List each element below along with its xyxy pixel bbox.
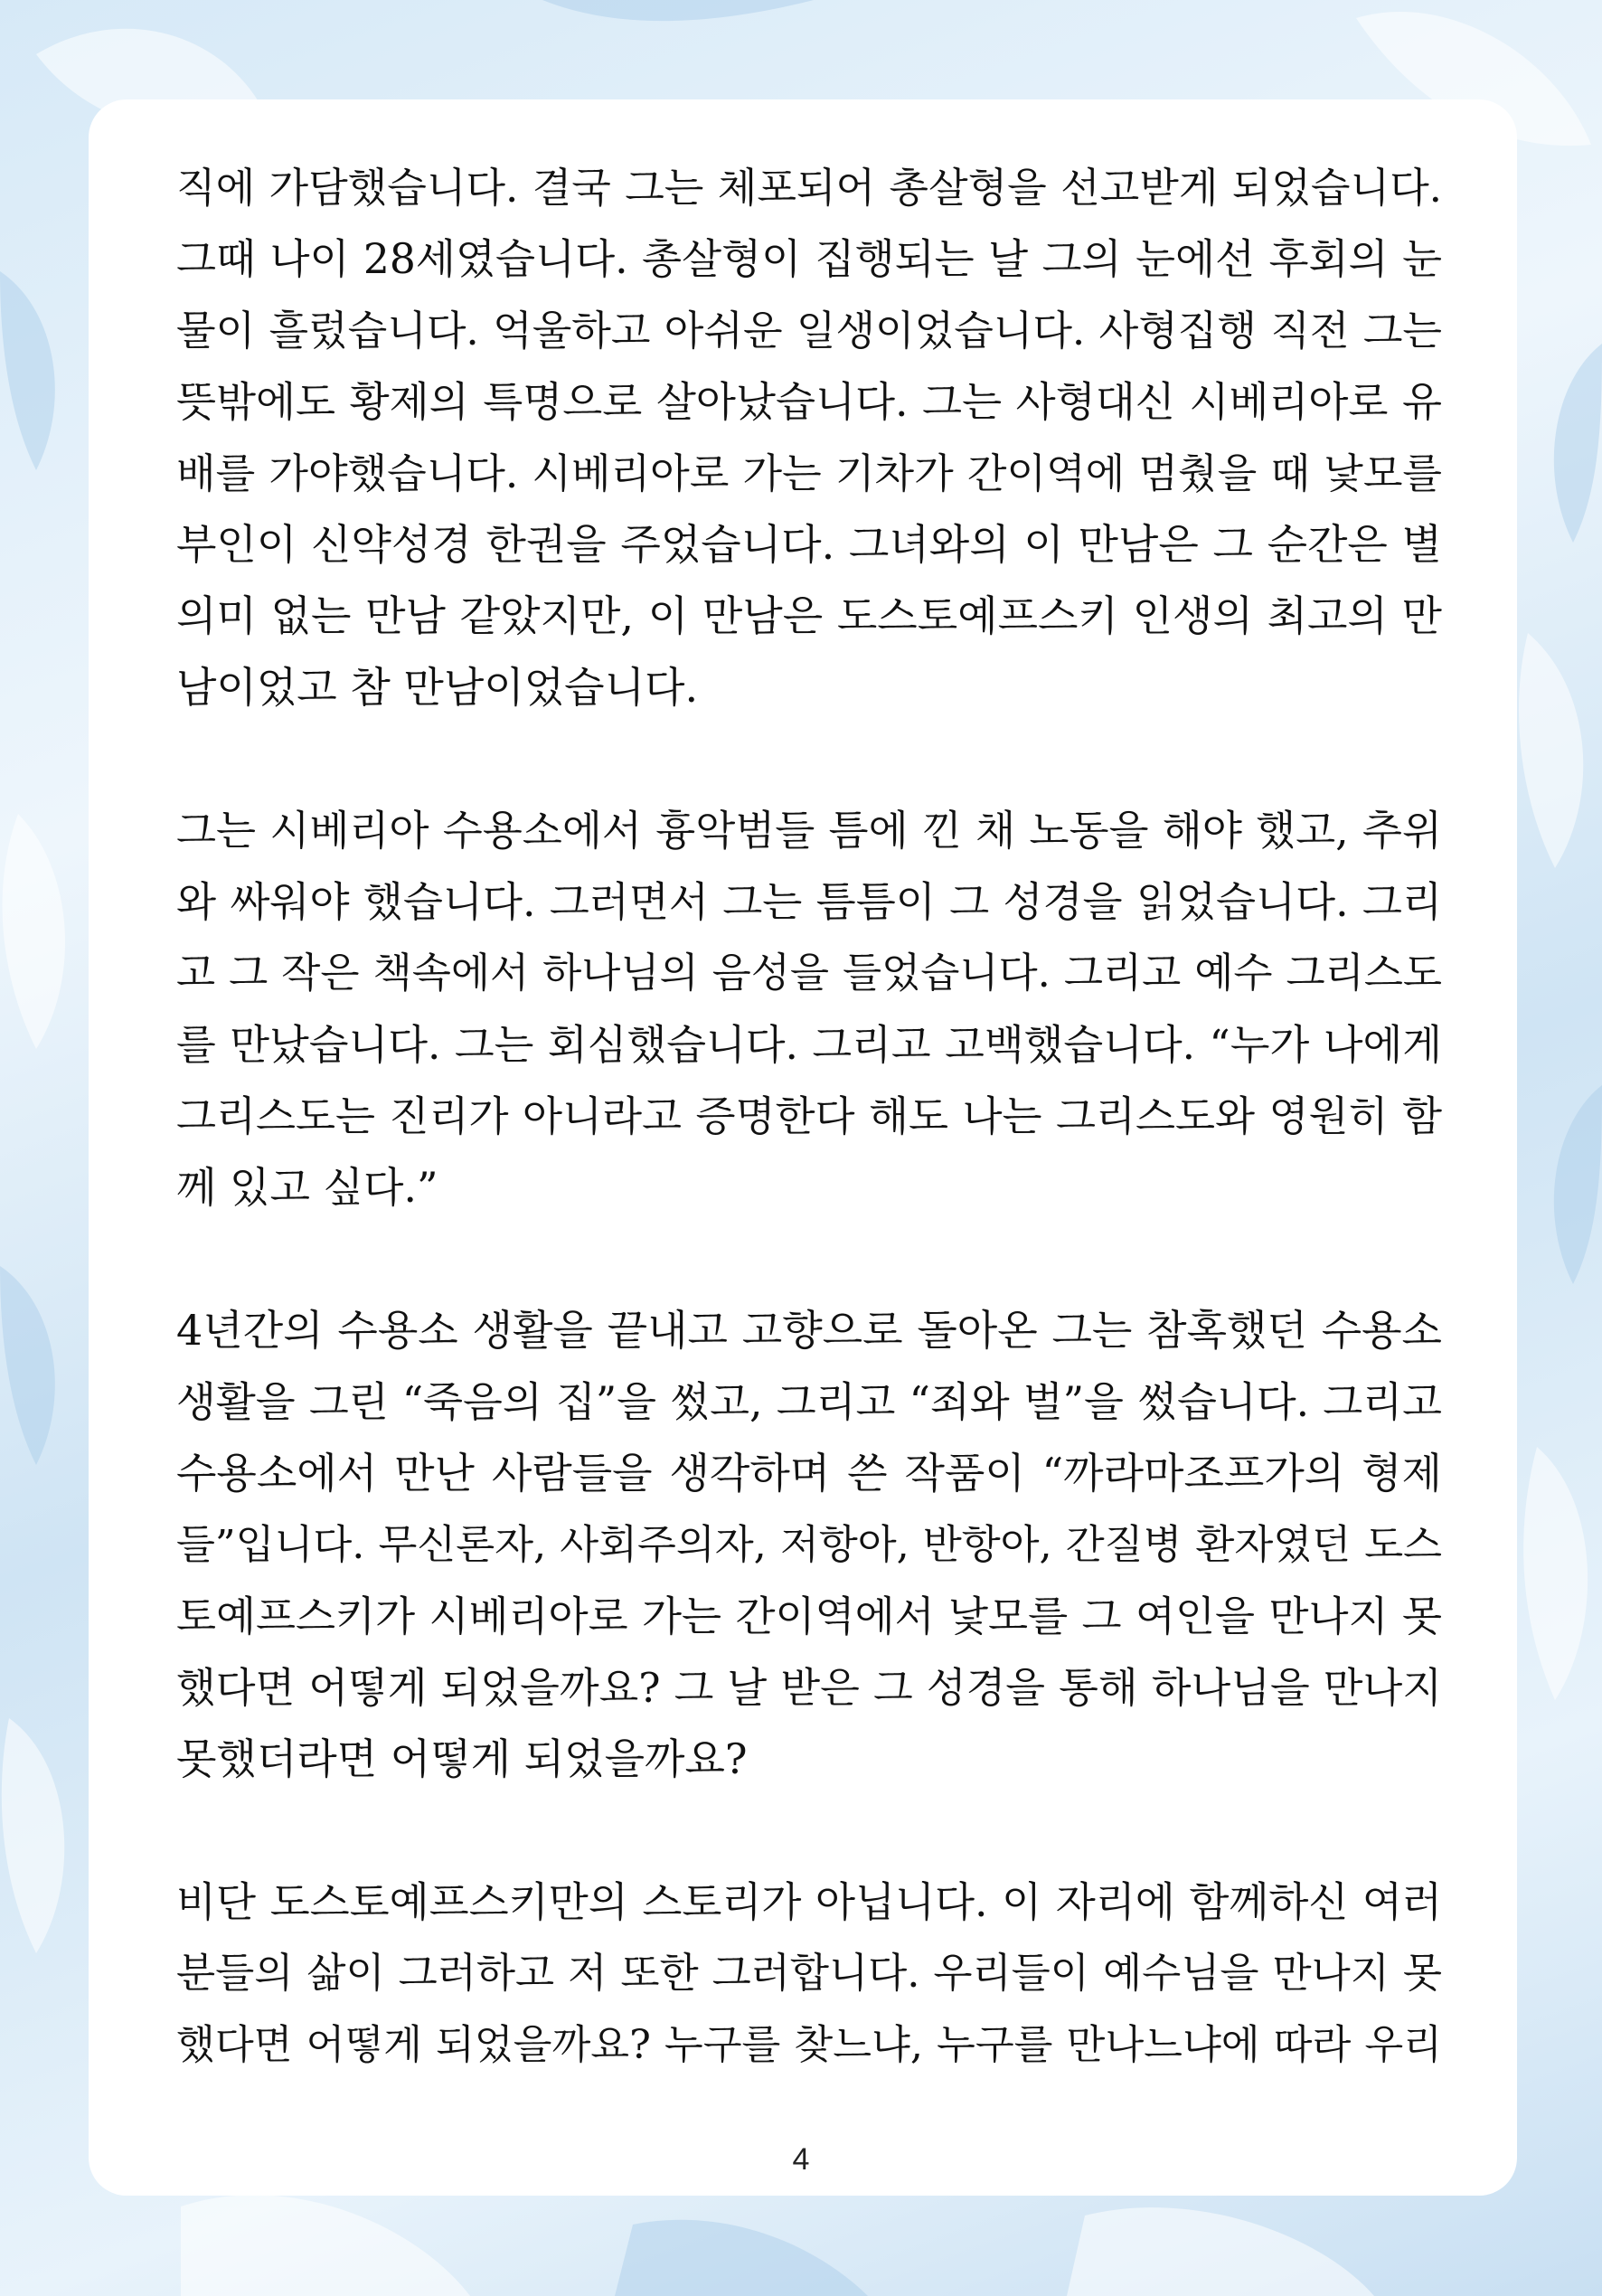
paragraph-1 [176, 152, 1442, 723]
text-line: 들”입니다. 무신론자, 사회주의자, 저항아, 반항아, 간질병 환자였던 도스 [176, 1522, 1442, 1568]
paragraph-3 [176, 1295, 1442, 1795]
text-line: 를 만났습니다. 그는 회심했습니다. 그리고 고백했습니다. “누가 나에게 [176, 1021, 1442, 1069]
text-line: 고 그 작은 책속에서 하나님의 음성을 들었습니다. 그리고 예수 그리스도 [176, 950, 1442, 997]
text-line: 직에 가담했습니다. 결국 그는 체포되어 총살형을 선고받게 되었습니다. [176, 164, 1442, 212]
paragraph-gap [176, 723, 1442, 795]
paragraph-2 [176, 795, 1442, 1224]
text-line: 남이었고 참 만남이었습니다. [176, 663, 699, 712]
text-line: 분들의 삶이 그러하고 저 또한 그러합니다. 우리들이 예수님을 만나지 못 [176, 1950, 1442, 1997]
text-line: 의미 없는 만남 같았지만, 이 만남은 도스토예프스키 인생의 최고의 만 [176, 591, 1442, 640]
text-line: 께 있고 싶다.” [176, 1163, 438, 1212]
page-number: 4 [792, 2142, 810, 2177]
paragraph-gap [176, 1795, 1442, 1866]
text-line: 그리스도는 진리가 아니라고 증명한다 해도 나는 그리스도와 영원히 함 [176, 1092, 1442, 1140]
paragraph-gap [176, 1224, 1442, 1295]
text-line: 그때 나이 28세였습니다. 총살형이 집행되는 날 그의 눈에선 후회의 눈 [176, 235, 1442, 283]
paragraph-4 [176, 1866, 1442, 2081]
text-line: 생활을 그린 “죽음의 집”을 썼고, 그리고 “죄와 벌”을 썼습니다. 그리고 [176, 1378, 1442, 1426]
text-line: 못했더라면 어떻게 되었을까요? [176, 1734, 748, 1783]
text-line: 수용소에서 만난 사람들을 생각하며 쓴 작품이 “까라마조프가의 형제 [176, 1449, 1442, 1498]
text-line: 토예프스키가 시베리아로 가는 간이역에서 낯모를 그 여인을 만나지 못 [176, 1592, 1442, 1640]
text-line: 했다면 어떻게 되었을까요? 그 날 받은 그 성경을 통해 하나님을 만나지 [176, 1664, 1442, 1712]
text-line: 비단 도스토예프스키만의 스토리가 아닙니다. 이 자리에 함께하신 여러 [176, 1878, 1442, 1926]
text-line: 배를 가야했습니다. 시베리아로 가는 기차가 간이역에 멈췄을 때 낯모를 [176, 449, 1442, 497]
body-text [176, 152, 1442, 2081]
text-line: 했다면 어떻게 되었을까요? 누구를 찾느냐, 누구를 만나느냐에 따라 우리 [176, 2022, 1442, 2068]
text-line: 와 싸워야 했습니다. 그러면서 그는 틈틈이 그 성경을 읽었습니다. 그리 [176, 878, 1442, 926]
text-line: 4년간의 수용소 생활을 끝내고 고향으로 돌아온 그는 참혹했던 수용소 [176, 1306, 1442, 1355]
text-line: 그는 시베리아 수용소에서 흉악범들 틈에 낀 채 노동을 해야 했고, 추위 [176, 807, 1442, 855]
text-line: 부인이 신약성경 한권을 주었습니다. 그녀와의 이 만남은 그 순간은 별 [176, 520, 1442, 569]
text-line: 물이 흘렀습니다. 억울하고 아쉬운 일생이었습니다. 사형집행 직전 그는 [176, 307, 1442, 354]
text-line: 뜻밖에도 황제의 특명으로 살아났습니다. 그는 사형대신 시베리아로 유 [176, 378, 1442, 426]
